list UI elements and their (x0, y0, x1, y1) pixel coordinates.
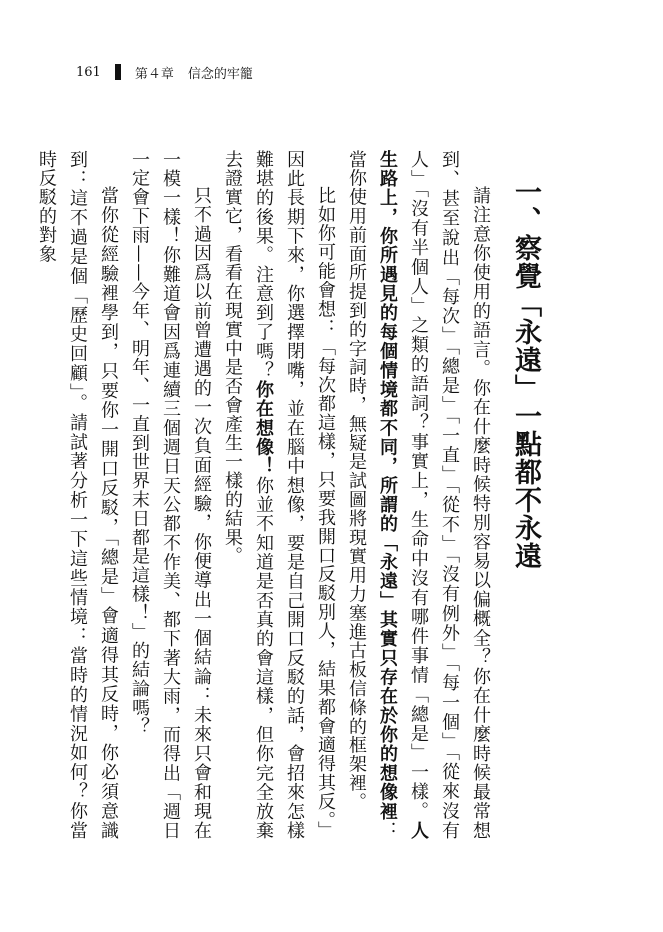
page-number: 161 (76, 64, 101, 80)
paragraph-4: 當你從經驗裡學到，只要你一開口反駁，「總是」會適得其反時，你必須意識到：這不過是個「歷史回顧」。請試著分析一下這些情境：當時的情況如何？你當時反駁的對象 (36, 150, 119, 840)
paragraph-3: 只不過因爲以前曾遭遇的一次負面經驗，你便導出一個結論：未來只會和現在一模一樣！你難道會因爲連續三個週日天公都不作美、都下著大雨，而得出「週日一定會下雨——今年、明年、一直到世界末日都是這樣！」的結論嗎？ (129, 150, 212, 840)
paragraph-1-text-c: ：當你使用前面所提到的字詞時，無疑是試圖將現實用力塞進古板信條的框架裡。 (346, 150, 398, 840)
paragraph-2-text-c: 你並不知道是否真的會這樣，但你完全放棄去證實它，看看在現實中是否會產生一樣的結果。 (222, 150, 274, 840)
chapter-label: 第４章 (134, 66, 174, 82)
header-divider-bar (115, 64, 121, 80)
paragraph-1-bold-statement: 人生路上，你所遇見的每個情境都不同，所謂的「永遠」其實只存在於你的想像裡 (377, 150, 429, 840)
paragraph-2 (217, 150, 341, 840)
running-header (76, 62, 253, 82)
vertical-text-body (36, 150, 554, 840)
paragraph-1-text-a: 請注意你使用的語言。你在什麼時候特別容易以偏概全？你在什麼時候最常想到、甚至說出「每次」「總是」「一直」「從不」「沒有例外」「每一個」「從來沒有人」「沒有半個人」之類的語詞？事實上，生命中沒有哪件事情「總是」一樣。 (408, 150, 491, 840)
section-title: 一、察覺「永遠」一點都不永遠 (510, 178, 541, 570)
chapter-title: 信念的牢籠 (187, 66, 253, 82)
paragraph-1 (341, 150, 496, 840)
paragraph-2-bold-statement: 你在想像！ (253, 380, 274, 476)
paragraph-2-text-a: 比如你可能會想：「每次都這樣，只要我開口反駁別人，結果都會適得其反。」因此長期下來，你選擇閉嘴，並在腦中想像，要是自己開口反駁的話，會招來怎樣難堪的後果。注意到了嗎？ (253, 150, 336, 840)
